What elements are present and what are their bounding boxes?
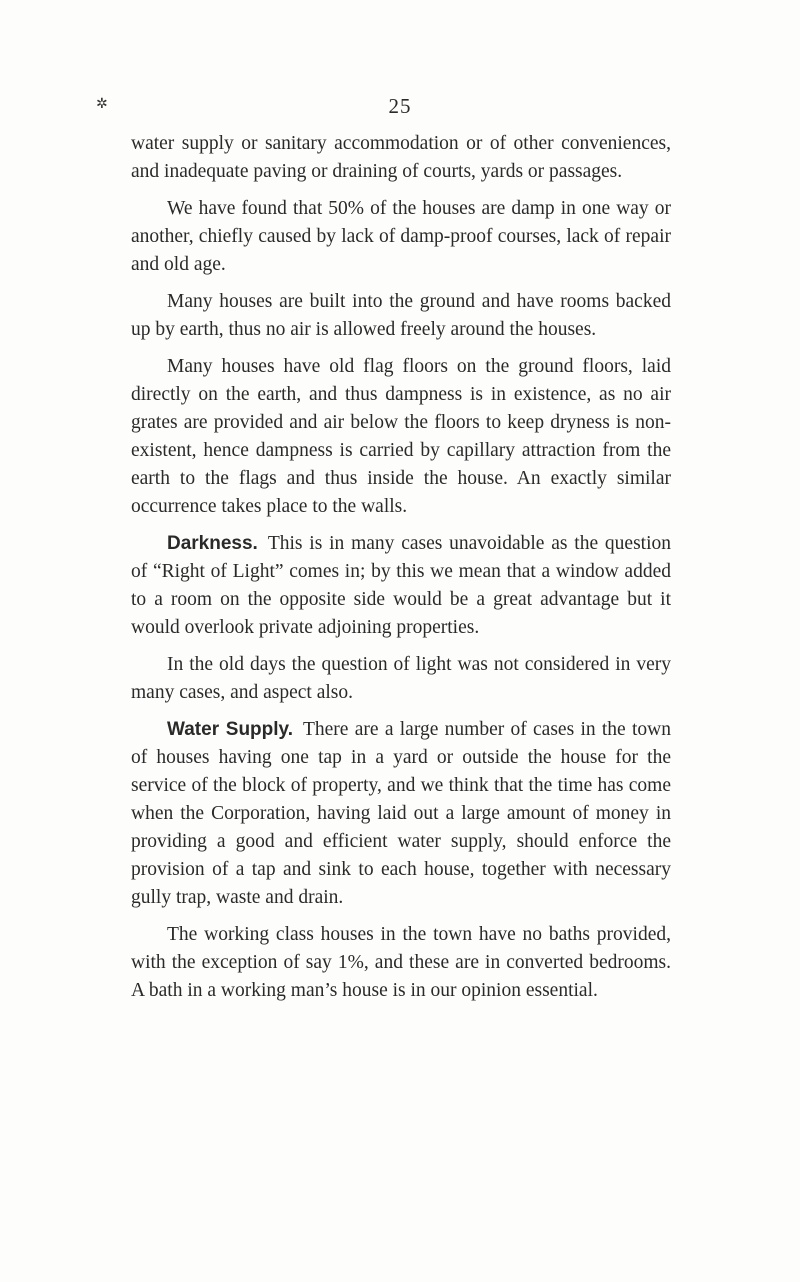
paragraph-water-supply [131, 716, 671, 912]
paragraph-flag-floors [131, 353, 671, 521]
paragraph-text: Many houses are built into the ground and have rooms backed up by earth, thus no air is allowed freely around the houses. [131, 291, 671, 340]
section-heading-water-supply: Water Supply. [167, 719, 293, 740]
paragraph-text: There are a large number of cases in the town of houses having one tap in a yard or outside the house for the service of the block of property, and we think that the time has come when the Corporation, having laid out a large amount of money in providing a good and efficient water supply, should enforce the provision of a tap and sink to each house, together with necessary gully trap, waste and drain. [131, 719, 671, 908]
paragraph-text: This is in many cases unavoidable as the question of “Right of Light” comes in; by this we mean that a window added to a room on the opposite side would be a great advantage but it would overlook private adjoining properties. [131, 533, 671, 638]
paragraph-text: In the old days the question of light was not considered in very many cases, and aspect also. [131, 654, 671, 703]
paragraph-baths [131, 921, 671, 1005]
paragraph-darkness [131, 530, 671, 642]
page-number: 25 [388, 94, 412, 118]
paragraph-text: We have found that 50% of the houses are damp in one way or another, chiefly caused by lack of damp-proof courses, lack of repair and old age. [131, 198, 671, 275]
paragraph-continuation [131, 130, 671, 186]
document-body [131, 130, 671, 1014]
section-heading-darkness: Darkness. [167, 533, 258, 554]
paragraph-old-days [131, 651, 671, 707]
paragraph-text: Many houses have old flag floors on the ground floors, laid directly on the earth, and thus dampness is in existence, as no air grates are provided and air below the floors to keep dryness is non-existent, hence dampness is carried by capillary attraction from the earth to the flags and thus inside the house. An exactly similar occurrence takes place to the walls. [131, 356, 671, 517]
paragraph-text: The working class houses in the town have no baths provided, with the exception of say 1%, and these are in converted bedrooms. A bath in a working man’s house is in our opinion essential. [131, 924, 671, 1001]
paragraph-built-into-ground [131, 288, 671, 344]
page-corner-mark: ✲ [96, 97, 108, 112]
paragraph-text: water supply or sanitary accommodation or of other conveniences, and inadequate paving or draining of courts, yards or passages. [131, 133, 671, 182]
paragraph-dampness [131, 195, 671, 279]
